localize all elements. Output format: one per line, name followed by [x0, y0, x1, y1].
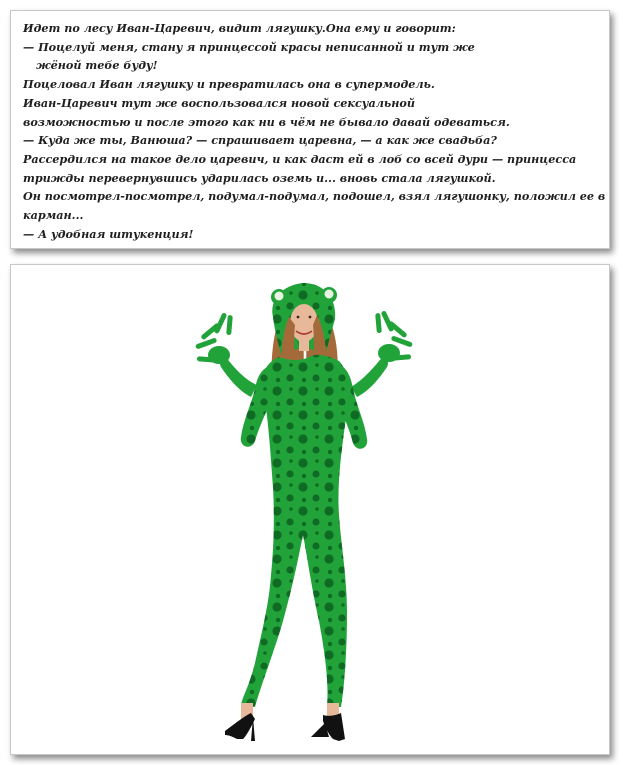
shoe-left [225, 713, 255, 739]
joke-line: Иван-Царевич тут же воспользовался новой сексуальной [23, 95, 416, 110]
joke-line: возможностью и после этого как ни в чём не бывало давай одеваться. [23, 114, 510, 129]
frog-costume-photo [10, 264, 610, 755]
joke-line: трижды перевернувшись ударилась оземь и... вновь стала лягушкой. [23, 170, 496, 185]
joke-line: Рассердился на такое дело царевич, и как даст ей в лоб со всей дури — принцесса [23, 151, 577, 166]
arm-right-upper [351, 358, 388, 397]
neck [299, 339, 309, 351]
glove-right [375, 310, 413, 362]
joke-line: — А удобная штукенция! [23, 226, 194, 241]
frog-costume-illustration [11, 265, 610, 755]
joke-line: карман... [23, 208, 84, 223]
arm-left-upper [220, 358, 257, 397]
joke-line: жёной тебе буду! [36, 58, 158, 73]
joke-line: Поцеловал Иван лягушку и превратилась она в супермодель. [23, 77, 435, 92]
joke-line: — Куда же ты, Ванюша? — спрашивает царевна, — а как же свадьба? [23, 133, 497, 148]
glove-left [195, 312, 233, 364]
joke-line: Он посмотрел-посмотрел, подумал-подумал, подошел, взял лягушонку, положил ее в [23, 189, 606, 204]
joke-line: Идет по лесу Иван-Царевич, видит лягушку.Она ему и говорит: [23, 21, 456, 35]
joke-line: — Поцелуй меня, стану я принцессой красы неписанной и тут же [23, 39, 475, 54]
joke-text-card [10, 10, 610, 249]
